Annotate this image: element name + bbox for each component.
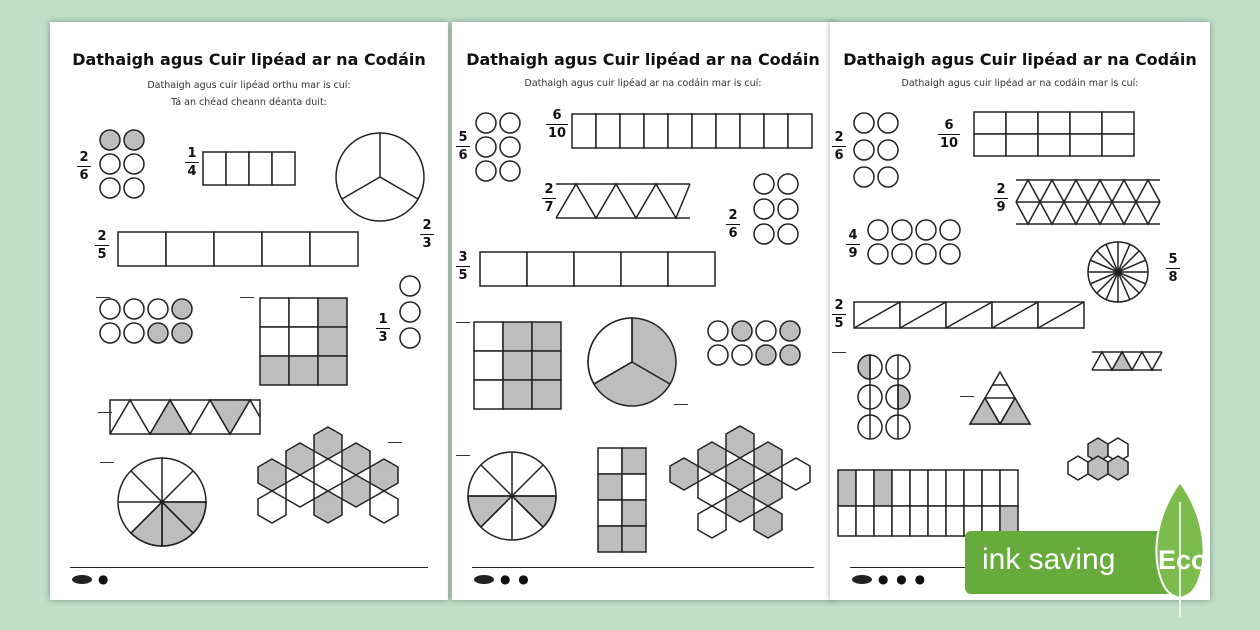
fraction-label: 2 6: [832, 130, 846, 163]
fraction-label: 2 7: [542, 182, 556, 215]
fraction-label: 3 5: [456, 250, 470, 283]
worksheet-2-shapes: [452, 22, 834, 600]
page-dots: ● ●: [500, 572, 531, 586]
publisher-logo: [474, 575, 494, 584]
fraction-label: 1 4: [185, 146, 199, 179]
answer-line: [456, 322, 470, 323]
ink-saving-label: ink saving: [982, 543, 1116, 576]
footer-rule: [472, 567, 814, 568]
answer-line: [674, 404, 688, 405]
worksheet-1: [50, 22, 448, 600]
fraction-label: 5 6: [456, 130, 470, 163]
fraction-label: 2 6: [77, 150, 91, 183]
fraction-label: 2 3: [420, 218, 434, 251]
footer-rule: [70, 567, 428, 568]
worksheet-1-shapes: [50, 22, 448, 600]
fraction-label: 2 9: [994, 182, 1008, 215]
fraction-label: 1 3: [376, 312, 390, 345]
answer-line: [960, 396, 974, 397]
worksheet-title: Dathaigh agus Cuir lipéad ar na Codáin: [843, 50, 1197, 69]
instruction-line-2: Tá an chéad cheann déanta duit:: [171, 97, 327, 108]
worksheet-2: [452, 22, 834, 600]
fraction-label: 5 8: [1166, 252, 1180, 285]
fraction-label: 2 5: [95, 229, 109, 262]
page-dots: ●: [98, 572, 111, 586]
worksheet-title: Dathaigh agus Cuir lipéad ar na Codáin: [72, 50, 426, 69]
instruction-line-1: Dathaigh agus cuir lipéad ar na codáin mar is cuí:: [901, 78, 1139, 89]
page-dots: ● ● ●: [878, 572, 928, 586]
fraction-label: 6 10: [939, 118, 959, 151]
eco-label: Eco: [1158, 545, 1208, 575]
fraction-label: 4 9: [846, 228, 860, 261]
fraction-label: 2 5: [832, 298, 846, 331]
answer-line: [456, 455, 470, 456]
instruction-line-1: Dathaigh agus cuir lipéad orthu mar is cuí:: [147, 80, 351, 91]
worksheet-title: Dathaigh agus Cuir lipéad ar na Codáin: [466, 50, 820, 69]
fraction-label: 2 6: [726, 208, 740, 241]
answer-line: [832, 352, 846, 353]
instruction-line-1: Dathaigh agus cuir lipéad ar na codáin mar is cuí:: [524, 78, 762, 89]
publisher-logo: [72, 575, 92, 584]
publisher-logo: [852, 575, 872, 584]
fraction-label: 6 10: [547, 108, 567, 141]
